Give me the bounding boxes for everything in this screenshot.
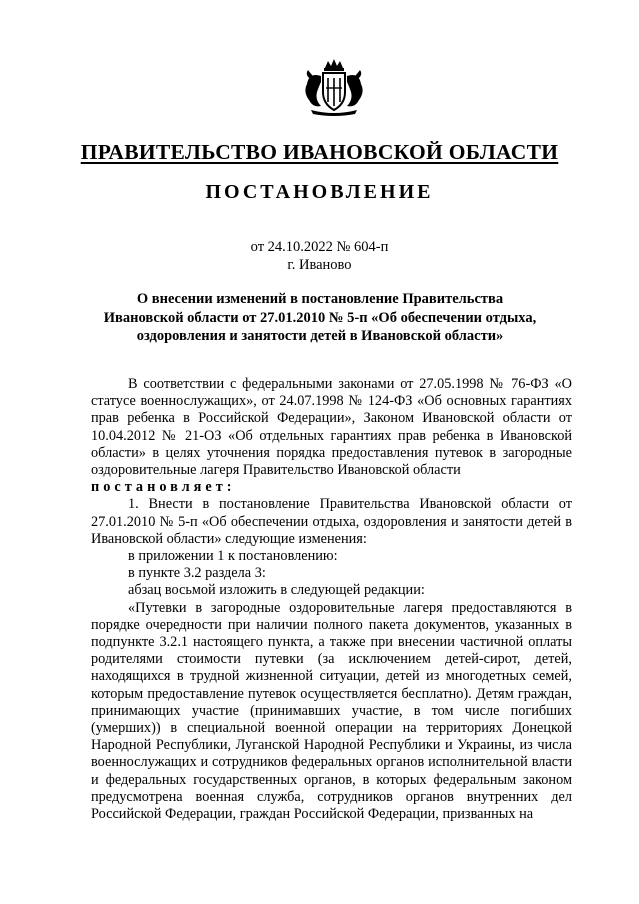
document-type-heading: ПОСТАНОВЛЕНИЕ xyxy=(205,181,434,203)
city: г. Иваново xyxy=(287,257,352,273)
appendix-line: в приложении 1 к постановлению: xyxy=(128,548,338,565)
point-line: в пункте 3.2 раздела 3: xyxy=(128,565,266,582)
subject-line-2: Ивановской области от 27.01.2010 № 5-п «Об обеспечении отдыха, xyxy=(103,309,537,326)
document-subject xyxy=(60,290,580,346)
coat-of-arms-icon xyxy=(297,58,371,116)
decree-word: постановляет: xyxy=(91,479,236,496)
subject-line-1: О внесении изменений в постановление Правительства xyxy=(136,291,504,307)
preamble-paragraph: В соответствии с федеральными законами от 27.05.1998 № 76-ФЗ «О статусе военнослужащих», от 24.07.1998 № 124-ФЗ «Об основных гарантиях прав ребенка в Российской Федерации», Законом Ивановской области от 10.04.2012 № 21-ОЗ «Об отдельных гарантиях прав ребенка в Ивановской области» в целях уточнения порядка предоставления путевок в загородные оздоровительные лагеря Правительство Ивановской области xyxy=(91,376,572,479)
item-1-paragraph: 1. Внести в постановление Правительства Ивановской области от 27.01.2010 № 5-п «Об обеспечении отдыха, оздоровления и занятости детей в Ивановской области» следующие изменения: xyxy=(91,496,572,547)
subject-line-3: оздоровления и занятости детей в Ивановской области» xyxy=(136,328,504,344)
paragraph-line: абзац восьмой изложить в следующей редакции: xyxy=(128,582,425,599)
document-body xyxy=(91,376,572,823)
quoted-text-paragraph: «Путевки в загородные оздоровительные лагеря предоставляются в порядке очередности при наличии полного пакета документов, указанных в подпункте 3.2.1 настоящего пункта, а также при внесении частичной оплаты родителями стоимости путевки (за исключением детей-сирот, детей, находящихся в трудной жизненной ситуации, детей из многодетных семей, которым предоставление путевок осуществляется бесплатно). Детям граждан, принимающих участие (принимавших участие, в том числе погибших (умерших)) в специальной военной операции на территориях Донецкой Народной Республики, Луганской Народной Республики и Украины, из числа военнослужащих и сотрудников федеральных органов исполнительной власти и федеральных государственных органов, в которых федеральным законом предусмотрена военная служба, сотрудников органов внутренних дел Российской Федерации, граждан Российской Федерации, призванных на xyxy=(91,599,572,823)
date-number: от 24.10.2022 № 604-п xyxy=(250,239,389,255)
government-name-heading: ПРАВИТЕЛЬСТВО ИВАНОВСКОЙ ОБЛАСТИ xyxy=(80,140,559,164)
